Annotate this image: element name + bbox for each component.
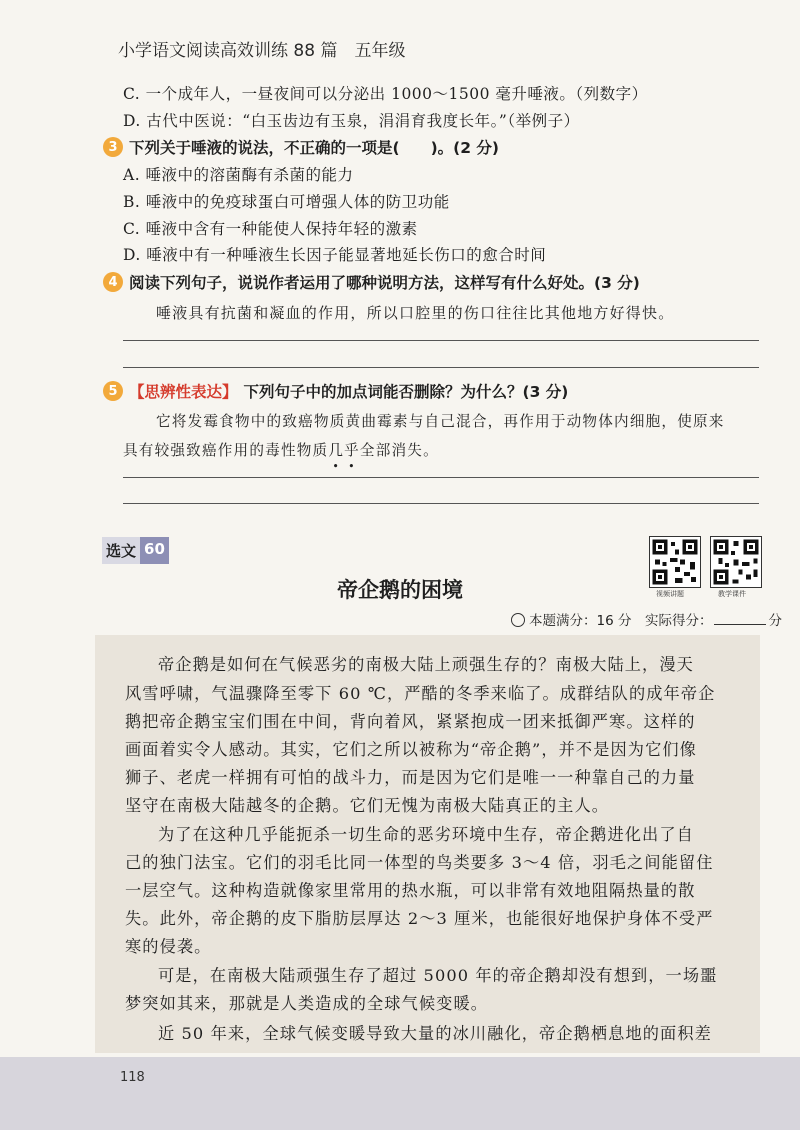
q5-text-post: 全部消失。 (359, 442, 439, 459)
passage-line: 梦突如其来，那就是人类造成的全球气候变暖。 (125, 994, 489, 1013)
page-header: 小学语文阅读高效训练 88 篇 五年级 (118, 41, 406, 61)
question-tag: 【思辨性表达】 (129, 383, 238, 401)
passage-line: 近 50 年来，全球气候变暖导致大量的冰川融化，帝企鹅栖息地的面积差 (158, 1024, 712, 1043)
score-unit: 分 (768, 613, 782, 629)
section-tag (102, 537, 169, 564)
passage-line: 风雪呼啸，气温骤降至零下 60 ℃，严酷的冬季来临了。成群结队的成年帝企 (125, 684, 716, 703)
passage-line: 坚守在南极大陆越冬的企鹅。它们无愧为南极大陆真正的主人。 (125, 796, 610, 815)
qr-code-icon[interactable] (649, 536, 701, 588)
question-3 (103, 136, 499, 158)
passage-line: 画面着实令人感动。其实，它们之所以被称为“帝企鹅”，并不是因为它们像 (125, 740, 697, 759)
passage-line: 帝企鹅是如何在气候恶劣的南极大陆上顽强生存的？南极大陆上，漫天 (158, 655, 694, 674)
answer-line[interactable] (123, 367, 759, 368)
q4-sentence: 唾液具有抗菌和凝血的作用，所以口腔里的伤口往往比其他地方好得快。 (156, 304, 675, 322)
question-5-text: 下列句子中的加点词能否删除？为什么？(3 分) (243, 383, 569, 401)
q5-text-pre: 具有较强致癌作用的毒性物质 (123, 442, 329, 459)
question-3-text: 下列关于唾液的说法，不正确的一项是( )。(2 分) (129, 139, 500, 157)
q3-option-c: C. 唾液中含有一种能使人保持年轻的激素 (123, 220, 418, 238)
passage-line: 一层空气。这种构造就像家里常用的热水瓶，可以非常有效地阻隔热量的散 (125, 881, 696, 900)
option-c-top: C. 一个成年人，一昼夜间可以分泌出 1000～1500 毫升唾液。（列数字） (123, 85, 648, 103)
footer-band (0, 1057, 800, 1130)
qr-code-icon[interactable] (710, 536, 762, 588)
section-number: 60 (140, 537, 169, 564)
score-blank[interactable] (714, 624, 766, 625)
question-number-badge: 4 (103, 272, 123, 292)
article-title: 帝企鹅的困境 (337, 578, 463, 602)
passage-line: 失。此外，帝企鹅的皮下脂肪层厚达 2～3 厘米，也能很好地保护身体不受严 (125, 909, 714, 928)
passage-line: 狮子、老虎一样拥有可怕的战斗力，而是因为它们是唯一一种靠自己的力量 (125, 768, 696, 787)
question-5 (103, 380, 568, 402)
answer-line[interactable] (123, 477, 759, 478)
answer-line[interactable] (123, 503, 759, 504)
q5-sentence-line-2 (123, 439, 439, 460)
q3-option-d: D. 唾液中有一种唾液生长因子能显著地延长伤口的愈合时间 (123, 246, 547, 264)
option-d-top: D. 古代中医说：“白玉齿边有玉泉，涓涓育我度长年。”（举例子） (123, 112, 580, 130)
answer-line[interactable] (123, 340, 759, 341)
passage-line: 鹅把帝企鹅宝宝们围在中间，背向着风，紧紧抱成一团来抵御严寒。这样的 (125, 712, 696, 731)
score-line (511, 609, 782, 629)
qr-label-courseware: 教学课件 (718, 590, 746, 598)
passage-line: 为了在这种几乎能扼杀一切生命的恶劣环境中生存，帝企鹅进化出了自 (158, 825, 694, 844)
question-number-badge: 3 (103, 137, 123, 157)
dotted-word: 乎 (344, 442, 360, 459)
passage-line: 寒的侵袭。 (125, 937, 212, 956)
q3-option-a: A. 唾液中的溶菌酶有杀菌的能力 (123, 166, 354, 184)
clock-icon (511, 613, 525, 627)
question-4-text: 阅读下列句子，说说作者运用了哪种说明方法，这样写有什么好处。(3 分) (129, 274, 640, 292)
question-number-badge: 5 (103, 381, 123, 401)
section-label: 选文 (102, 537, 140, 564)
question-4 (103, 271, 640, 293)
q3-option-b: B. 唾液中的免疫球蛋白可增强人体的防卫功能 (123, 193, 450, 211)
page-number: 118 (120, 1070, 145, 1085)
dotted-word: 几 (328, 442, 345, 459)
passage-line: 可是，在南极大陆顽强生存了超过 5000 年的帝企鹅却没有想到，一场噩 (158, 966, 718, 985)
passage-line: 己的独门法宝。它们的羽毛比同一体型的鸟类要多 3～4 倍，羽毛之间能留住 (125, 853, 714, 872)
q5-sentence-line-1: 它将发霉食物中的致癌物质黄曲霉素与自己混合，再作用于动物体内细胞，使原来 (156, 413, 725, 430)
qr-label-video: 视频讲题 (656, 590, 684, 598)
score-label: 本题满分：16 分 实际得分： (529, 613, 713, 629)
